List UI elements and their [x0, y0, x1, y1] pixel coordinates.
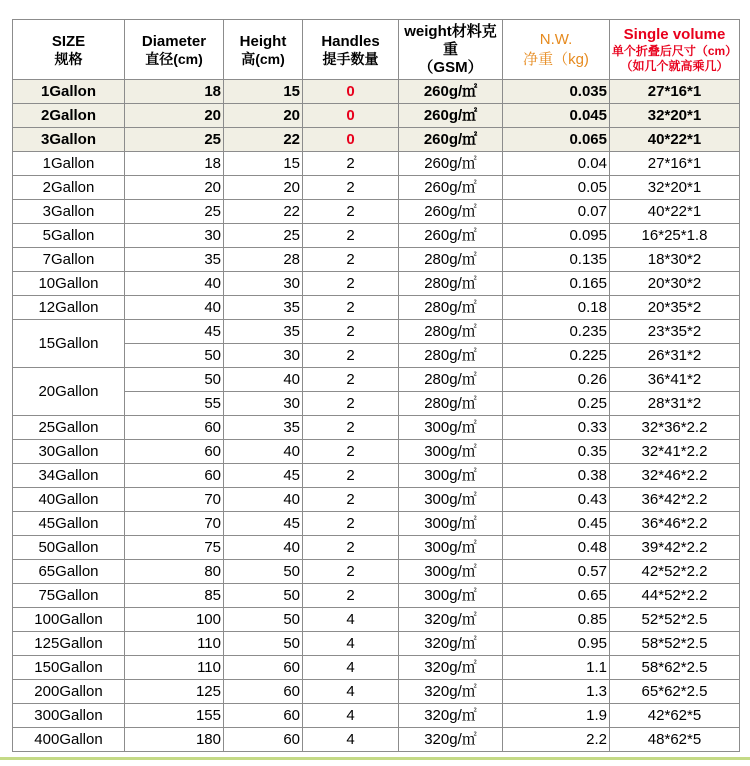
table-row — [13, 728, 740, 752]
cell-net-weight: 0.095 — [503, 224, 610, 248]
cell-net-weight: 0.38 — [503, 464, 610, 488]
cell-weight — [399, 440, 503, 464]
table-row — [13, 608, 740, 632]
cell-size: 65Gallon — [13, 560, 125, 584]
cell-net-weight: 0.35 — [503, 440, 610, 464]
cell-volume: 39*42*2.2 — [610, 536, 740, 560]
cell-weight — [399, 632, 503, 656]
cell-volume: 20*35*2 — [610, 296, 740, 320]
cell-handles: 2 — [303, 320, 399, 344]
table-row — [13, 464, 740, 488]
cell-height: 40 — [224, 536, 303, 560]
weight-value: 280g/㎡ — [424, 251, 477, 268]
cell-diameter: 50 — [125, 344, 224, 368]
cell-net-weight: 1.9 — [503, 704, 610, 728]
table-row — [13, 272, 740, 296]
cell-diameter: 18 — [125, 80, 224, 104]
cell-diameter: 20 — [125, 104, 224, 128]
cell-volume: 27*16*1 — [610, 152, 740, 176]
weight-value: 320g/㎡ — [424, 731, 477, 748]
cell-volume: 40*22*1 — [610, 128, 740, 152]
cell-diameter: 80 — [125, 560, 224, 584]
cell-weight — [399, 464, 503, 488]
cell-net-weight: 0.95 — [503, 632, 610, 656]
cell-handles: 2 — [303, 344, 399, 368]
cell-handles: 2 — [303, 512, 399, 536]
table-row — [13, 584, 740, 608]
cell-height: 50 — [224, 560, 303, 584]
cell-weight — [399, 344, 503, 368]
cell-volume: 40*22*1 — [610, 200, 740, 224]
cell-weight — [399, 296, 503, 320]
cell-diameter: 40 — [125, 296, 224, 320]
cell-diameter: 75 — [125, 536, 224, 560]
cell-weight — [399, 608, 503, 632]
cell-net-weight: 0.45 — [503, 512, 610, 536]
cell-net-weight: 0.135 — [503, 248, 610, 272]
weight-value: 300g/㎡ — [424, 419, 477, 436]
cell-height: 30 — [224, 392, 303, 416]
cell-handles: 0 — [303, 104, 399, 128]
cell-size: 34Gallon — [13, 464, 125, 488]
weight-value: 300g/㎡ — [424, 491, 477, 508]
cell-volume: 36*42*2.2 — [610, 488, 740, 512]
table-row — [13, 536, 740, 560]
cell-volume: 52*52*2.5 — [610, 608, 740, 632]
cell-weight — [399, 416, 503, 440]
cell-net-weight: 0.65 — [503, 584, 610, 608]
cell-net-weight: 0.05 — [503, 176, 610, 200]
cell-height: 15 — [224, 80, 303, 104]
table-row — [13, 656, 740, 680]
weight-value: 280g/㎡ — [424, 299, 477, 316]
table-row — [13, 704, 740, 728]
cell-handles: 2 — [303, 368, 399, 392]
table-row — [13, 320, 740, 344]
cell-diameter: 125 — [125, 680, 224, 704]
header-height: Height 高(cm) — [224, 20, 303, 80]
cell-volume: 18*30*2 — [610, 248, 740, 272]
cell-height: 50 — [224, 608, 303, 632]
table-row — [13, 80, 740, 104]
cell-height: 50 — [224, 632, 303, 656]
cell-diameter: 25 — [125, 200, 224, 224]
cell-weight — [399, 728, 503, 752]
table-row — [13, 296, 740, 320]
cell-size: 1Gallon — [13, 152, 125, 176]
weight-value: 300g/㎡ — [424, 515, 477, 532]
cell-weight — [399, 176, 503, 200]
cell-diameter: 155 — [125, 704, 224, 728]
cell-size: 1Gallon — [13, 80, 125, 104]
cell-handles: 2 — [303, 248, 399, 272]
cell-volume: 65*62*2.5 — [610, 680, 740, 704]
bottom-rule — [0, 757, 750, 760]
cell-weight — [399, 512, 503, 536]
cell-weight — [399, 680, 503, 704]
weight-value: 300g/㎡ — [424, 587, 477, 604]
cell-net-weight: 1.3 — [503, 680, 610, 704]
cell-height: 45 — [224, 512, 303, 536]
cell-handles: 2 — [303, 176, 399, 200]
table-row — [13, 248, 740, 272]
header-size: SIZE 规格 — [13, 20, 125, 80]
cell-size: 12Gallon — [13, 296, 125, 320]
cell-handles: 4 — [303, 632, 399, 656]
cell-size: 400Gallon — [13, 728, 125, 752]
cell-net-weight: 0.235 — [503, 320, 610, 344]
weight-value: 320g/㎡ — [424, 635, 477, 652]
table-row — [13, 560, 740, 584]
table-row — [13, 632, 740, 656]
weight-value: 320g/㎡ — [424, 659, 477, 676]
header-diameter: Diameter 直径(cm) — [125, 20, 224, 80]
cell-handles: 2 — [303, 464, 399, 488]
cell-weight — [399, 656, 503, 680]
header-row — [13, 20, 740, 80]
cell-height: 35 — [224, 320, 303, 344]
cell-handles: 4 — [303, 704, 399, 728]
cell-size: 3Gallon — [13, 200, 125, 224]
cell-net-weight: 0.045 — [503, 104, 610, 128]
cell-handles: 2 — [303, 560, 399, 584]
weight-value: 280g/㎡ — [424, 275, 477, 292]
cell-height: 40 — [224, 440, 303, 464]
cell-diameter: 60 — [125, 464, 224, 488]
cell-height: 40 — [224, 368, 303, 392]
cell-height: 28 — [224, 248, 303, 272]
cell-size: 5Gallon — [13, 224, 125, 248]
weight-value: 280g/㎡ — [424, 323, 477, 340]
table-row — [13, 488, 740, 512]
weight-value: 320g/㎡ — [424, 611, 477, 628]
cell-net-weight: 0.065 — [503, 128, 610, 152]
cell-size: 2Gallon — [13, 176, 125, 200]
weight-value: 260g/㎡ — [424, 155, 477, 172]
cell-diameter: 18 — [125, 152, 224, 176]
cell-weight — [399, 584, 503, 608]
table-row — [13, 200, 740, 224]
cell-height: 20 — [224, 104, 303, 128]
cell-height: 50 — [224, 584, 303, 608]
cell-height: 40 — [224, 488, 303, 512]
cell-size: 7Gallon — [13, 248, 125, 272]
cell-diameter: 110 — [125, 632, 224, 656]
cell-height: 15 — [224, 152, 303, 176]
cell-diameter: 25 — [125, 128, 224, 152]
header-single-volume: Single volume 单个折叠后尺寸（cm） （如几个就高乘几） — [610, 20, 740, 80]
cell-height: 60 — [224, 704, 303, 728]
cell-height: 22 — [224, 128, 303, 152]
cell-handles: 4 — [303, 656, 399, 680]
header-net-weight: N.W. 净重（kg) — [503, 20, 610, 80]
cell-volume: 58*62*2.5 — [610, 656, 740, 680]
cell-diameter: 40 — [125, 272, 224, 296]
weight-value: 280g/㎡ — [424, 347, 477, 364]
cell-diameter: 60 — [125, 440, 224, 464]
cell-weight — [399, 200, 503, 224]
cell-volume: 26*31*2 — [610, 344, 740, 368]
cell-volume: 20*30*2 — [610, 272, 740, 296]
cell-volume: 58*52*2.5 — [610, 632, 740, 656]
cell-height: 60 — [224, 680, 303, 704]
cell-diameter: 70 — [125, 512, 224, 536]
header-handles: Handles 提手数量 — [303, 20, 399, 80]
cell-net-weight: 0.33 — [503, 416, 610, 440]
cell-volume: 27*16*1 — [610, 80, 740, 104]
cell-diameter: 30 — [125, 224, 224, 248]
cell-weight — [399, 248, 503, 272]
cell-height: 35 — [224, 416, 303, 440]
cell-size: 30Gallon — [13, 440, 125, 464]
cell-handles: 2 — [303, 152, 399, 176]
cell-weight — [399, 320, 503, 344]
cell-weight — [399, 80, 503, 104]
cell-size: 2Gallon — [13, 104, 125, 128]
cell-size: 20Gallon — [13, 368, 125, 416]
cell-net-weight: 0.165 — [503, 272, 610, 296]
cell-diameter: 70 — [125, 488, 224, 512]
weight-value: 280g/㎡ — [424, 395, 477, 412]
cell-handles: 0 — [303, 80, 399, 104]
cell-volume: 44*52*2.2 — [610, 584, 740, 608]
table-row — [13, 176, 740, 200]
cell-size: 40Gallon — [13, 488, 125, 512]
cell-net-weight: 2.2 — [503, 728, 610, 752]
cell-diameter: 45 — [125, 320, 224, 344]
weight-value: 260g/㎡ — [423, 107, 478, 124]
cell-net-weight: 0.43 — [503, 488, 610, 512]
cell-handles: 2 — [303, 416, 399, 440]
cell-handles: 2 — [303, 296, 399, 320]
cell-size: 15Gallon — [13, 320, 125, 368]
cell-diameter: 180 — [125, 728, 224, 752]
table-row — [13, 440, 740, 464]
header-weight: weight材料克 重 （GSM） — [399, 20, 503, 80]
cell-height: 60 — [224, 728, 303, 752]
cell-size: 10Gallon — [13, 272, 125, 296]
cell-height: 30 — [224, 272, 303, 296]
cell-net-weight: 0.48 — [503, 536, 610, 560]
cell-size: 125Gallon — [13, 632, 125, 656]
cell-diameter: 60 — [125, 416, 224, 440]
cell-volume: 16*25*1.8 — [610, 224, 740, 248]
cell-handles: 4 — [303, 680, 399, 704]
table-row — [13, 152, 740, 176]
cell-height: 22 — [224, 200, 303, 224]
cell-net-weight: 0.07 — [503, 200, 610, 224]
cell-volume: 42*62*5 — [610, 704, 740, 728]
weight-value: 300g/㎡ — [424, 443, 477, 460]
table-row — [13, 416, 740, 440]
cell-weight — [399, 392, 503, 416]
cell-size: 45Gallon — [13, 512, 125, 536]
cell-diameter: 50 — [125, 368, 224, 392]
table-row — [13, 128, 740, 152]
weight-value: 320g/㎡ — [424, 707, 477, 724]
cell-size: 50Gallon — [13, 536, 125, 560]
cell-weight — [399, 152, 503, 176]
cell-weight — [399, 104, 503, 128]
cell-weight — [399, 488, 503, 512]
cell-volume: 32*20*1 — [610, 176, 740, 200]
cell-handles: 2 — [303, 200, 399, 224]
cell-net-weight: 0.035 — [503, 80, 610, 104]
cell-height: 35 — [224, 296, 303, 320]
cell-weight — [399, 128, 503, 152]
cell-handles: 2 — [303, 272, 399, 296]
cell-size: 25Gallon — [13, 416, 125, 440]
table-row — [13, 224, 740, 248]
weight-value: 280g/㎡ — [424, 371, 477, 388]
cell-diameter: 110 — [125, 656, 224, 680]
cell-size: 200Gallon — [13, 680, 125, 704]
table-row — [13, 680, 740, 704]
cell-diameter: 20 — [125, 176, 224, 200]
cell-size: 150Gallon — [13, 656, 125, 680]
cell-volume: 48*62*5 — [610, 728, 740, 752]
spec-table — [12, 19, 740, 752]
cell-volume: 32*41*2.2 — [610, 440, 740, 464]
weight-value: 260g/㎡ — [423, 83, 478, 100]
cell-size: 75Gallon — [13, 584, 125, 608]
weight-value: 300g/㎡ — [424, 539, 477, 556]
cell-diameter: 85 — [125, 584, 224, 608]
cell-handles: 4 — [303, 608, 399, 632]
cell-diameter: 55 — [125, 392, 224, 416]
weight-value: 260g/㎡ — [424, 179, 477, 196]
cell-volume: 32*46*2.2 — [610, 464, 740, 488]
cell-handles: 4 — [303, 728, 399, 752]
cell-height: 20 — [224, 176, 303, 200]
cell-weight — [399, 560, 503, 584]
weight-value: 300g/㎡ — [424, 563, 477, 580]
cell-size: 300Gallon — [13, 704, 125, 728]
cell-handles: 2 — [303, 488, 399, 512]
cell-height: 30 — [224, 344, 303, 368]
cell-size: 3Gallon — [13, 128, 125, 152]
cell-net-weight: 0.85 — [503, 608, 610, 632]
cell-weight — [399, 224, 503, 248]
cell-weight — [399, 704, 503, 728]
cell-net-weight: 1.1 — [503, 656, 610, 680]
cell-volume: 28*31*2 — [610, 392, 740, 416]
table-row — [13, 512, 740, 536]
cell-net-weight: 0.04 — [503, 152, 610, 176]
cell-size: 100Gallon — [13, 608, 125, 632]
weight-value: 320g/㎡ — [424, 683, 477, 700]
cell-net-weight: 0.18 — [503, 296, 610, 320]
cell-diameter: 35 — [125, 248, 224, 272]
cell-volume: 42*52*2.2 — [610, 560, 740, 584]
cell-handles: 2 — [303, 440, 399, 464]
cell-weight — [399, 536, 503, 560]
cell-height: 60 — [224, 656, 303, 680]
table-row — [13, 368, 740, 392]
cell-height: 25 — [224, 224, 303, 248]
cell-handles: 0 — [303, 128, 399, 152]
cell-handles: 2 — [303, 536, 399, 560]
cell-net-weight: 0.25 — [503, 392, 610, 416]
cell-net-weight: 0.225 — [503, 344, 610, 368]
weight-value: 300g/㎡ — [424, 467, 477, 484]
cell-weight — [399, 368, 503, 392]
cell-volume: 36*41*2 — [610, 368, 740, 392]
cell-volume: 36*46*2.2 — [610, 512, 740, 536]
cell-volume: 32*20*1 — [610, 104, 740, 128]
cell-volume: 23*35*2 — [610, 320, 740, 344]
table-row — [13, 104, 740, 128]
weight-value: 260g/㎡ — [423, 131, 478, 148]
cell-net-weight: 0.26 — [503, 368, 610, 392]
weight-value: 260g/㎡ — [424, 227, 477, 244]
cell-handles: 2 — [303, 224, 399, 248]
cell-weight — [399, 272, 503, 296]
cell-volume: 32*36*2.2 — [610, 416, 740, 440]
cell-diameter: 100 — [125, 608, 224, 632]
cell-height: 45 — [224, 464, 303, 488]
weight-value: 260g/㎡ — [424, 203, 477, 220]
cell-handles: 2 — [303, 392, 399, 416]
cell-net-weight: 0.57 — [503, 560, 610, 584]
cell-handles: 2 — [303, 584, 399, 608]
